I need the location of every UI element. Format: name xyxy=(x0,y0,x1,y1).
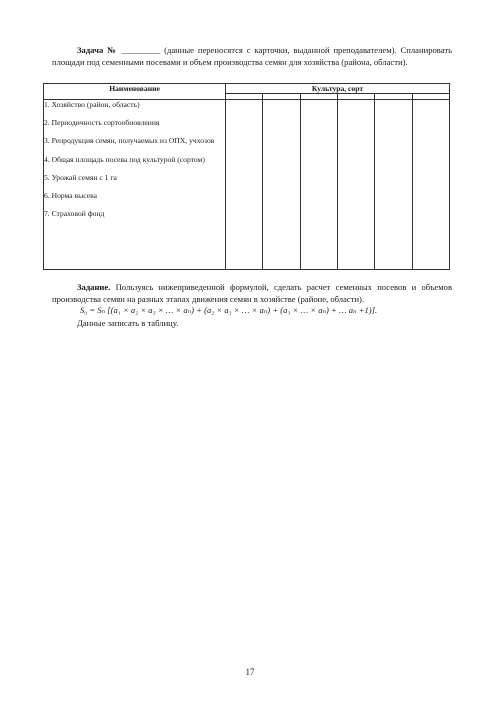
row-label: 7. Страховой фонд xyxy=(44,209,105,219)
row-label: 6. Норма высева xyxy=(44,191,97,201)
row-label: 3. Репродукция семян, получаемых из ОПХ, учхозов xyxy=(44,136,215,146)
formula: S₀ = Sₙ [(a₁ × a₂ × a₃ × … × aₙ) + (a₂ × a₃ × … × aₙ) + (a₃ × … × aₙ) + … aₙ +1)]. xyxy=(80,305,378,315)
task-number-blank: _________ xyxy=(121,45,161,55)
data-cell xyxy=(263,100,300,270)
planning-table xyxy=(43,83,450,270)
table-header-row xyxy=(44,84,450,94)
row-label: 4. Общая площадь посева под культурой (сортом) xyxy=(44,154,205,164)
table-body-row xyxy=(44,100,450,270)
data-cell xyxy=(412,100,449,270)
row-label: 1. Хозяйство (район, область) xyxy=(44,100,140,109)
data-cell xyxy=(375,100,412,270)
task-label: Задача № xyxy=(77,45,118,55)
task-header-paragraph xyxy=(52,45,452,68)
assignment-paragraph xyxy=(52,282,452,305)
data-cell xyxy=(226,100,263,270)
header-name: Наименование xyxy=(44,84,226,100)
page-number: 17 xyxy=(245,667,255,677)
header-culture: Культура, сорт xyxy=(226,84,450,94)
assignment-text: Пользуясь нижеприведенной формулой, сделать расчет семенных посевов и объемов производства семян на разных этапах движения семян в хозяйстве (районе, области). xyxy=(52,282,452,304)
row-label: 5. Урожай семян с 1 га xyxy=(44,172,117,182)
task-header-text: (данные переносятся с карточки, выданной преподавателем). Спланировать площади под семенными посевами и объем производства семян для хозяйства (района, области). xyxy=(52,45,452,67)
data-cell xyxy=(337,100,374,270)
instruction-note: Данные записать в таблицу. xyxy=(77,318,179,328)
row-label: 2. Периодичность сортообновления xyxy=(44,118,160,128)
row-labels-cell xyxy=(44,100,226,270)
assignment-label: Задание. xyxy=(77,282,111,292)
data-cell xyxy=(300,100,337,270)
